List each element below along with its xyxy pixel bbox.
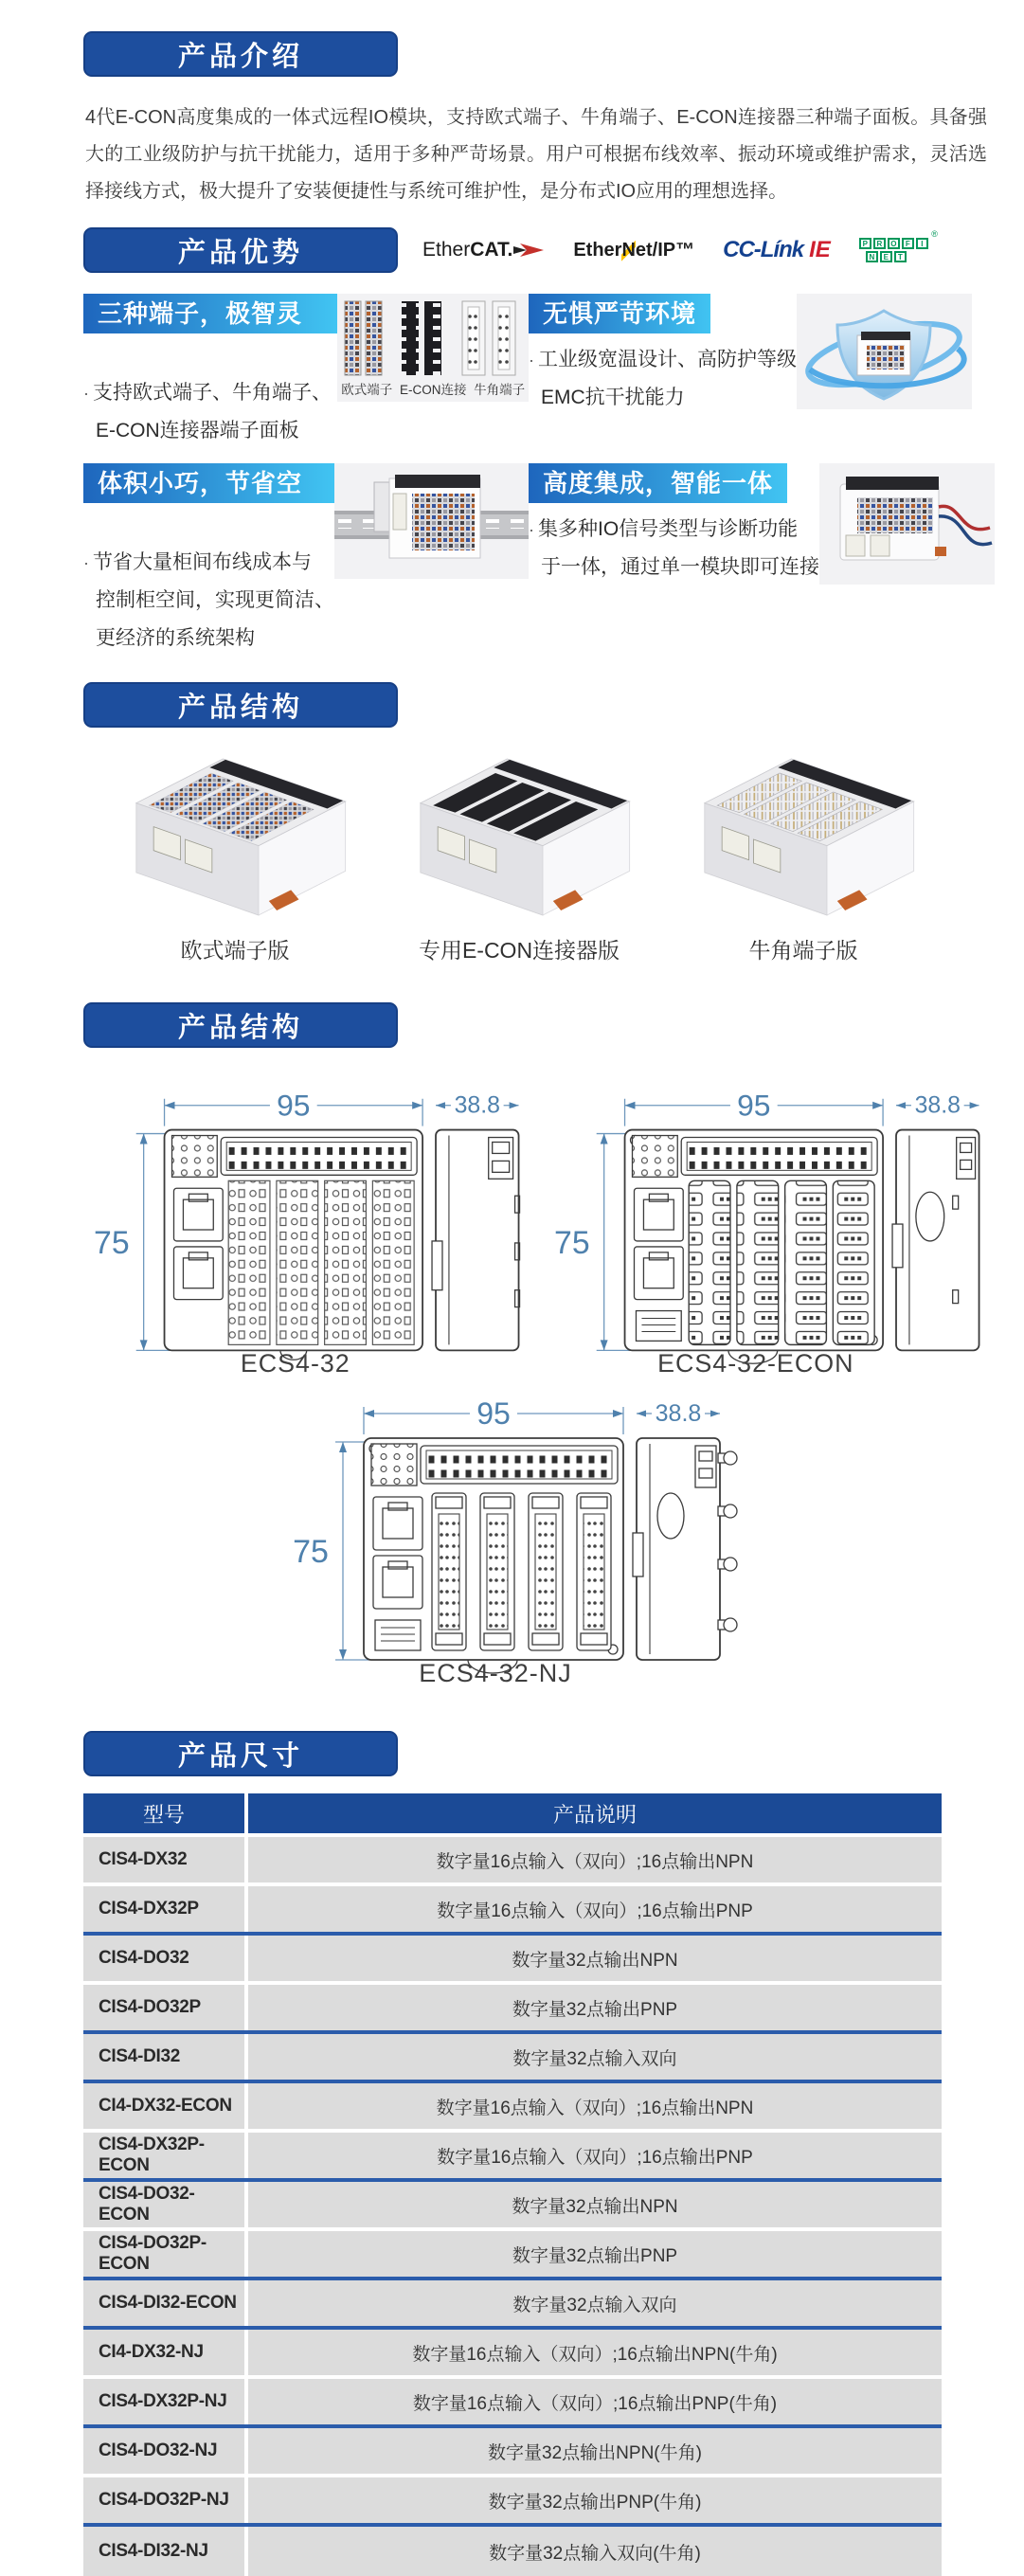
bullet-dot: · — [83, 553, 89, 572]
table-row — [83, 2428, 942, 2477]
dimension-drawings-row1 — [83, 1086, 986, 1379]
ethernetip-n: N — [621, 239, 636, 261]
table-row — [83, 2083, 942, 2133]
side-view — [633, 1438, 737, 1660]
svg-text:75: 75 — [293, 1534, 329, 1570]
table-row — [83, 1837, 942, 1886]
front-view — [165, 1130, 423, 1360]
render-euro-terminal — [93, 745, 377, 964]
ethercat-arrow-icon — [512, 242, 545, 259]
side-view — [432, 1130, 520, 1351]
model-cell: CIS4-DX32 — [83, 1837, 244, 1882]
drawing-ecs4-32-econ — [544, 1086, 987, 1379]
section-header-size-table — [83, 1731, 398, 1776]
table-row — [83, 2330, 942, 2379]
terminal-types-image — [337, 294, 529, 402]
svg-text:75: 75 — [553, 1224, 590, 1261]
nj-connector — [432, 1493, 466, 1650]
svg-text:38.8: 38.8 — [454, 1091, 500, 1119]
render-label: 牛角端子版 — [748, 938, 858, 963]
table-row — [83, 2034, 942, 2083]
ethercat-text-bold: CAT. — [470, 239, 513, 261]
table-row — [83, 2477, 942, 2527]
protocol-logos — [422, 229, 938, 263]
table-row — [83, 2182, 942, 2231]
svg-text:75: 75 — [94, 1224, 130, 1261]
section-title: 产品结构 — [177, 692, 303, 723]
side-view — [892, 1130, 979, 1351]
table-row — [83, 2280, 942, 2330]
feature-line: 于一体，通过单一模块即可连接 — [541, 556, 819, 578]
terminal-label-horn: 牛角端子 — [474, 383, 526, 397]
rail-module — [374, 475, 480, 558]
feature-text — [529, 463, 819, 586]
feature-line: 支持欧式端子、牛角端子、 — [93, 382, 332, 404]
nj-connector — [480, 1493, 514, 1650]
section-title: 产品介绍 — [177, 41, 303, 72]
mini-module — [857, 332, 910, 375]
feature-high-integration — [529, 463, 941, 658]
cclink-text: CC-Línk — [723, 237, 804, 262]
depth-dimension — [896, 1092, 979, 1119]
description-cell: 数字量16点输入（双向）;16点输出NPN — [248, 2083, 942, 2129]
column-header-model: 型号 — [83, 1793, 244, 1833]
bullet-dot: · — [529, 351, 534, 369]
table-row — [83, 2231, 942, 2280]
height-dimension — [554, 1134, 630, 1351]
model-cell: CIS4-DO32P — [83, 1985, 244, 2030]
front-view — [364, 1438, 623, 1673]
feature-harsh-environment — [529, 294, 941, 450]
feature-line: 工业级宽温设计、高防护等级 — [538, 349, 797, 370]
table-header-row — [83, 1793, 942, 1837]
description-cell: 数字量16点输入（双向）;16点输出NPN(牛角) — [248, 2330, 942, 2375]
terminal-label-euro: 欧式端子 — [341, 383, 393, 397]
description-cell: 数字量32点输出PNP — [248, 2231, 942, 2277]
side-stubs — [718, 1451, 737, 1631]
render-label: 专用E-CON连接器版 — [418, 938, 620, 963]
svg-text:95: 95 — [476, 1396, 511, 1431]
drawing-model-label: ECS4-32 — [240, 1349, 350, 1378]
table-row — [83, 2379, 942, 2428]
model-cell: CIS4-DO32 — [83, 1936, 244, 1981]
feature-text — [83, 463, 334, 658]
model-cell: CIS4-DI32-ECON — [83, 2280, 244, 2326]
feature-title: 体积小巧，节省空间 — [83, 463, 334, 503]
profinet-tile: R — [873, 238, 886, 249]
width-dimension — [364, 1396, 623, 1434]
feature-line: 控制柜空间，实现更简洁、 — [96, 589, 334, 611]
dimension-drawings-row2 — [282, 1395, 986, 1693]
terminal-label-econ: E-CON连接 — [399, 383, 467, 397]
cclink-ie-logo — [723, 237, 831, 263]
table-row — [83, 1985, 942, 2034]
feature-three-terminals — [83, 294, 529, 450]
registered-mark: ® — [931, 229, 938, 239]
svg-text:95: 95 — [277, 1088, 311, 1123]
svg-text:38.8: 38.8 — [914, 1091, 961, 1119]
feature-title: 三种端子，极智灵活 — [83, 294, 337, 333]
product-size-table — [83, 1793, 942, 2576]
bullet-dot: · — [529, 520, 534, 539]
ethernetip-logo — [573, 240, 694, 261]
econ-module-render — [377, 745, 661, 925]
drawing-ecs4-32-nj — [282, 1395, 739, 1688]
model-cell: CI4-DX32-ECON — [83, 2083, 244, 2129]
euro-module-render — [93, 745, 377, 925]
product-renders — [93, 745, 936, 964]
render-label: 欧式端子版 — [180, 938, 290, 963]
column-header-description: 产品说明 — [248, 1793, 942, 1833]
ethercat-text: Ether — [422, 239, 471, 261]
section-header-intro — [83, 31, 398, 77]
profinet-row-bottom — [866, 251, 928, 262]
drawing-model-label: ECS4-32-ECON — [656, 1349, 853, 1378]
nj-connector — [529, 1493, 563, 1650]
profinet-row-top — [859, 238, 928, 249]
depth-dimension — [436, 1092, 519, 1119]
din-rail-graphic — [334, 469, 529, 575]
model-cell: CI4-DX32-NJ — [83, 2330, 244, 2375]
feature-line: E-CON连接器端子面板 — [96, 420, 299, 441]
description-cell: 数字量32点输入双向 — [248, 2034, 942, 2080]
advantages-header-row — [83, 227, 986, 273]
module-wires-graphic — [819, 469, 995, 581]
module-wires-image — [819, 463, 995, 585]
description-cell: 数字量32点输出PNP — [248, 1985, 942, 2030]
feature-line: 节省大量柜间布线成本与 — [93, 551, 312, 573]
table-row — [83, 2133, 942, 2182]
shield-protection-image — [797, 294, 972, 409]
feature-text — [83, 294, 337, 450]
section-header-structure — [83, 682, 398, 728]
section-header-dimensions — [83, 1002, 398, 1048]
model-cell: CIS4-DO32-NJ — [83, 2428, 244, 2474]
description-cell: 数字量32点输出NPN — [248, 1936, 942, 1981]
model-cell: CIS4-DO32-ECON — [83, 2182, 244, 2227]
description-cell: 数字量16点输入（双向）;16点输出PNP — [248, 1886, 942, 1932]
model-cell: CIS4-DX32P-NJ — [83, 2379, 244, 2424]
render-horn-terminal — [661, 745, 945, 964]
profinet-tile: T — [894, 251, 907, 262]
feature-title: 高度集成，智能一体 — [529, 463, 787, 503]
description-cell: 数字量32点输出NPN — [248, 2182, 942, 2227]
table-row — [83, 1886, 942, 1936]
profinet-tile: F — [902, 238, 914, 249]
profinet-tile: E — [880, 251, 892, 262]
front-view — [624, 1130, 883, 1364]
cclink-ie-text: IE — [809, 237, 831, 262]
height-dimension — [293, 1442, 369, 1660]
svg-text:38.8: 38.8 — [655, 1400, 702, 1427]
profinet-tile: P — [859, 238, 871, 249]
svg-text:95: 95 — [736, 1088, 771, 1123]
model-cell: CIS4-DX32P — [83, 1886, 244, 1932]
terminal-type-labels — [337, 379, 529, 398]
section-title: 产品结构 — [177, 1012, 303, 1043]
description-cell: 数字量32点输入双向 — [248, 2280, 942, 2326]
intro-paragraph: 4代E-CON高度集成的一体式远程IO模块，支持欧式端子、牛角端子、E-CON连接器三种端子面板。具备强大的工业级防护与抗干扰能力，适用于多种严苛场景。用户可根据布线效率、振动环境或维护需求，灵活选择接线方式，极大提升了安装便捷性与系统可维护性，是分布式IO应用的理想选择。 — [85, 107, 987, 202]
description-cell: 数字量32点输出NPN(牛角) — [248, 2428, 942, 2474]
section-title: 产品尺寸 — [177, 1740, 303, 1772]
section-title: 产品优势 — [177, 237, 303, 268]
feature-title: 无惧严苛环境 — [529, 294, 710, 333]
feature-line: 更经济的系统架构 — [96, 627, 255, 649]
model-cell: CIS4-DX32P-ECON — [83, 2133, 244, 2178]
table-row — [83, 2527, 942, 2576]
ethernetip-text: Ether — [573, 239, 622, 261]
ethernetip-text2: et/IP™ — [635, 239, 695, 261]
nj-connector — [577, 1493, 611, 1650]
ethercat-logo — [422, 239, 545, 261]
model-cell: CIS4-DO32P-ECON — [83, 2231, 244, 2277]
model-cell: CIS4-DI32-NJ — [83, 2527, 244, 2576]
horn-module-render — [661, 745, 945, 925]
model-cell: CIS4-DI32 — [83, 2034, 244, 2080]
feature-text — [529, 294, 797, 417]
terminal-types-graphic — [343, 299, 523, 377]
profinet-logo — [859, 229, 938, 262]
feature-compact-size — [83, 463, 529, 658]
section-header-advantages — [83, 227, 398, 273]
description-cell: 数字量32点输出PNP(牛角) — [248, 2477, 942, 2523]
width-dimension — [624, 1089, 883, 1126]
feature-line: 集多种IO信号类型与诊断功能 — [538, 518, 799, 540]
depth-dimension — [637, 1400, 720, 1427]
din-rail-image — [334, 463, 529, 579]
table-row — [83, 1936, 942, 1985]
model-cell: CIS4-DO32P-NJ — [83, 2477, 244, 2523]
render-econ-connector — [377, 745, 661, 964]
description-cell: 数字量32点输入双向(牛角) — [248, 2527, 942, 2576]
profinet-tile: O — [888, 238, 900, 249]
description-cell: 数字量16点输入（双向）;16点输出NPN — [248, 1837, 942, 1882]
drawing-model-label: ECS4-32-NJ — [419, 1659, 572, 1687]
shield-graphic — [797, 299, 972, 405]
description-cell: 数字量16点输入（双向）;16点输出PNP(牛角) — [248, 2379, 942, 2424]
profinet-tile: I — [916, 238, 928, 249]
description-cell: 数字量16点输入（双向）;16点输出PNP — [248, 2133, 942, 2178]
profinet-tile: N — [866, 251, 878, 262]
feature-grid — [83, 294, 941, 658]
drawing-ecs4-32 — [83, 1086, 527, 1379]
bullet-dot: · — [83, 384, 89, 403]
feature-line: EMC抗干扰能力 — [541, 387, 685, 408]
height-dimension — [94, 1134, 170, 1351]
width-dimension — [165, 1089, 423, 1126]
